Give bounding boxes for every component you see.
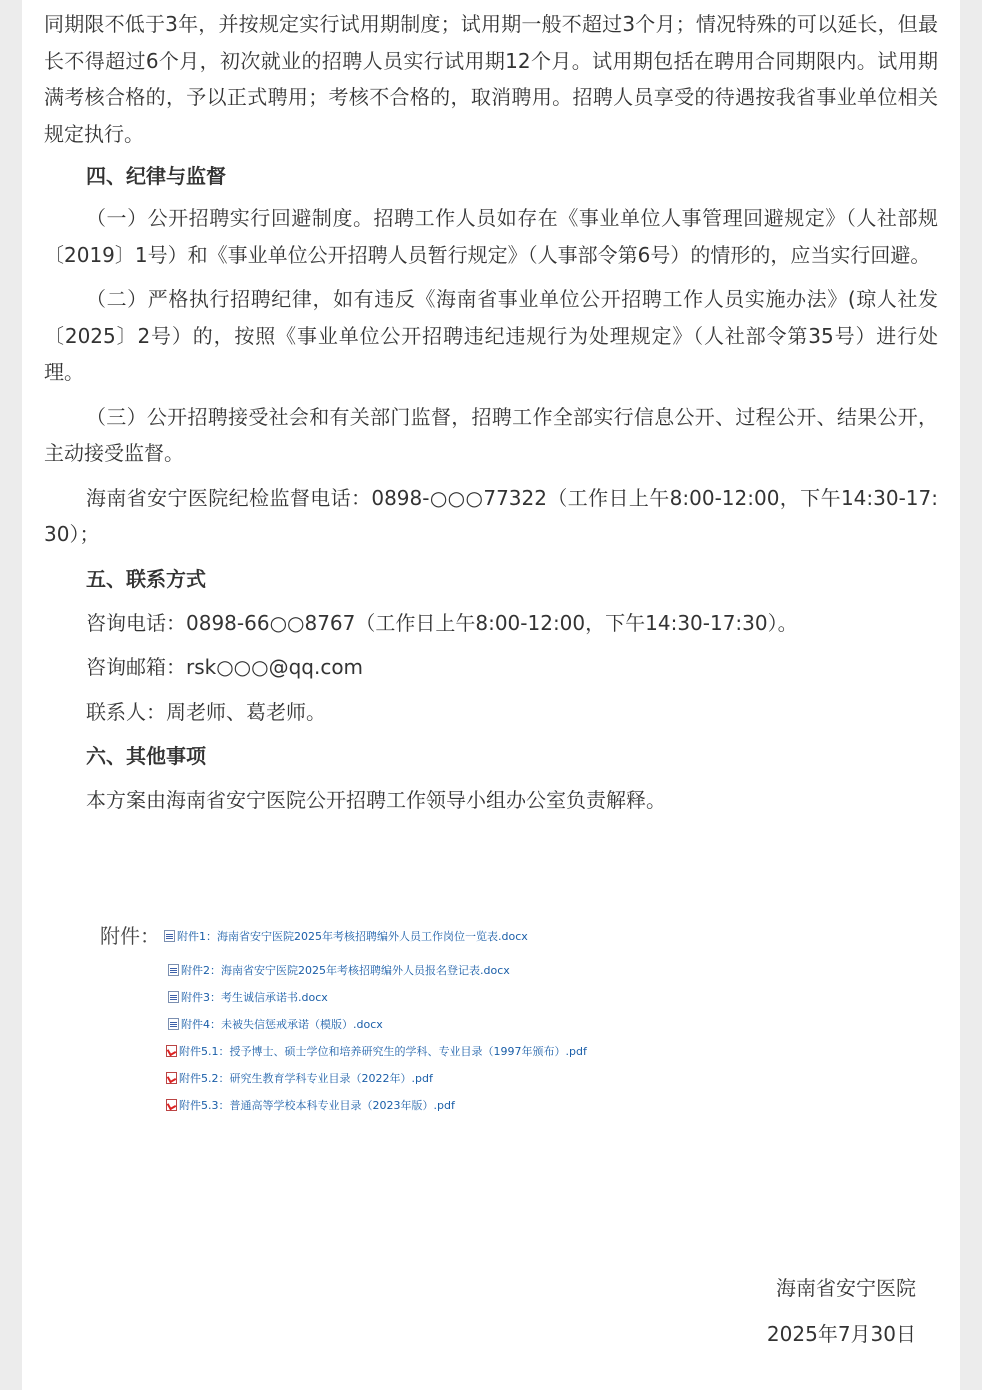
- signature-date: 2025年7月30日: [766, 1322, 916, 1346]
- attachment-link[interactable]: [166, 1070, 433, 1086]
- section-heading-other: 六、其他事项: [86, 744, 206, 768]
- attachments-label: 附件：: [100, 924, 160, 948]
- attachment-link-text: 附件5.3：普通高等学校本科专业目录（2023年版）.pdf: [179, 1099, 455, 1112]
- paragraph-recusal: （一）公开招聘实行回避制度。招聘工作人员如存在《事业单位人事管理回避规定》（人社部规〔2019〕1号）和《事业单位公开招聘人员暂行规定》（人事部令第6号）的情形的，应当实行回避。: [44, 206, 938, 267]
- paragraph-supervision-phone: 海南省安宁医院纪检监督电话：0898-○○○77322（工作日上午8:00-12:00，下午14:30-17:30）；: [44, 485, 938, 546]
- paragraph-discipline: （二）严格执行招聘纪律，如有违反《海南省事业单位公开招聘工作人员实施办法》(琼人社发〔2025〕2号）的，按照《事业单位公开招聘违纪违规行为处理规定》（人社部令第35号）进行处理。: [44, 287, 938, 384]
- paragraph-interpretation: 本方案由海南省安宁医院公开招聘工作领导小组办公室负责解释。: [86, 788, 666, 812]
- pdf-icon: [166, 1045, 177, 1057]
- word-doc-icon: [168, 964, 179, 976]
- paragraph-probation: 同期限不低于3年，并按规定实行试用期制度；试用期一般不超过3个月；情况特殊的可以延长，但最长不得超过6个月，初次就业的招聘人员实行试用期12个月。试用期包括在聘用合同期限内。试用期满考核合格的，予以正式聘用；考核不合格的，取消聘用。招聘人员享受的待遇按我省事业单位相关规定执行。: [44, 12, 938, 146]
- pdf-icon: [166, 1072, 177, 1084]
- section-heading-discipline: 四、纪律与监督: [86, 164, 226, 188]
- attachment-link[interactable]: [168, 989, 328, 1005]
- attachment-link-text: 附件4：未被失信惩戒承诺（模版）.docx: [181, 1018, 383, 1031]
- attachment-link[interactable]: [166, 1043, 587, 1059]
- paragraph-contact-email: 咨询邮箱：rsk○○○@qq.com: [86, 655, 364, 679]
- pdf-icon: [166, 1099, 177, 1111]
- paragraph-contact-phone: 咨询电话：0898-66○○8767（工作日上午8:00-12:00，下午14:30-17:30）。: [86, 610, 798, 635]
- section-heading-contact: 五、联系方式: [86, 566, 206, 591]
- document-page: [22, 0, 960, 1390]
- word-doc-icon: [168, 991, 179, 1003]
- attachment-link[interactable]: [168, 962, 510, 978]
- attachment-link-text: 附件2：海南省安宁医院2025年考核招聘编外人员报名登记表.docx: [181, 964, 510, 977]
- attachment-link-text: 附件3：考生诚信承诺书.docx: [181, 991, 328, 1004]
- attachment-link[interactable]: [168, 1016, 383, 1032]
- attachment-link[interactable]: [166, 1097, 455, 1113]
- attachment-link-text: 附件1：海南省安宁医院2025年考核招聘编外人员工作岗位一览表.docx: [177, 930, 528, 943]
- paragraph-supervision: （三）公开招聘接受社会和有关部门监督，招聘工作全部实行信息公开、过程公开、结果公开，主动接受监督。: [44, 404, 938, 465]
- word-doc-icon: [168, 1018, 179, 1030]
- attachment-link-text: 附件5.1：授予博士、硕士学位和培养研究生的学科、专业目录（1997年颁布）.pdf: [179, 1045, 587, 1058]
- attachment-link-text: 附件5.2：研究生教育学科专业目录（2022年）.pdf: [179, 1072, 433, 1085]
- signature-organization: 海南省安宁医院: [776, 1276, 916, 1300]
- word-doc-icon: [164, 930, 175, 942]
- paragraph-contact-person: 联系人：周老师、葛老师。: [86, 699, 326, 724]
- attachment-link[interactable]: [164, 928, 528, 944]
- document-body: [44, 0, 938, 819]
